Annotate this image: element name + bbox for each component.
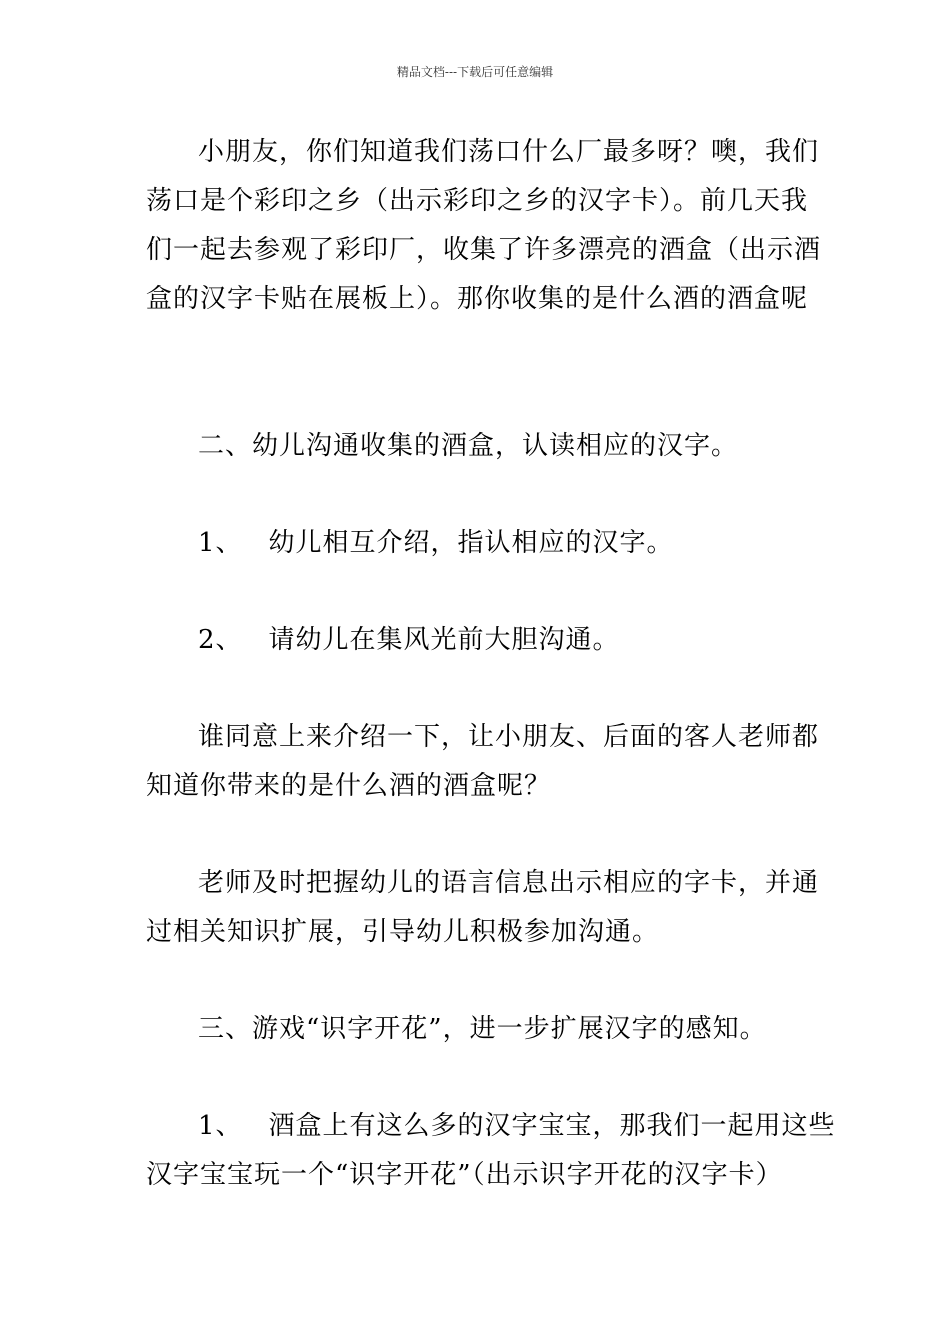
paragraph-line: 们一起去参观了彩印厂，收集了许多漂亮的酒盒（出示酒 [146, 235, 822, 265]
list-item-2 [146, 616, 808, 665]
list-text: 幼儿相互介绍，指认相应的汉字。 [268, 528, 674, 558]
paragraph-teacher [146, 859, 820, 957]
list-item-1 [146, 519, 808, 568]
paragraph-line: 老师及时把握幼儿的语言信息出示相应的字卡，并通 [198, 868, 820, 898]
list-number: 1、 [198, 528, 243, 558]
paragraph-line: 知道你带来的是什么酒的酒盒呢？ [146, 771, 552, 801]
paragraph-line: 汉字宝宝玩一个“识字开花”（出示识字开花的汉字卡） [146, 1160, 783, 1190]
list-text: 请幼儿在集风光前大胆沟通。 [268, 625, 620, 655]
paragraph-line: 过相关知识扩展，引导幼儿积极参加沟通。 [146, 917, 660, 947]
list-number: 2、 [198, 625, 243, 655]
document-body [146, 128, 836, 1200]
list-number: 1、 [198, 1111, 243, 1141]
paragraph-line: 小朋友，你们知道我们荡口什么厂最多呀？噢，我们 [198, 137, 820, 167]
paragraph-line: 盒的汉字卡贴在展板上）。那你收集的是什么酒的酒盒呢 [146, 284, 809, 314]
paragraph-intro [146, 128, 822, 324]
paragraph-line: 荡口是个彩印之乡（出示彩印之乡的汉字卡）。前几天我 [146, 186, 809, 216]
list-item-3 [146, 1102, 836, 1200]
paragraph-line [146, 1102, 836, 1151]
document-header: 精品文档---下载后可任意编辑 [396, 65, 554, 79]
paragraph-line: 谁同意上来介绍一下，让小朋友、后面的客人老师都 [198, 722, 820, 752]
section-heading-3: 三、游戏“识字开花”，进一步扩展汉字的感知。 [198, 1014, 767, 1044]
section-heading-2: 二、幼儿沟通收集的酒盒，认读相应的汉字。 [198, 431, 739, 461]
paragraph-question [146, 713, 820, 811]
list-text: 酒盒上有这么多的汉字宝宝，那我们一起用这些 [268, 1111, 836, 1141]
